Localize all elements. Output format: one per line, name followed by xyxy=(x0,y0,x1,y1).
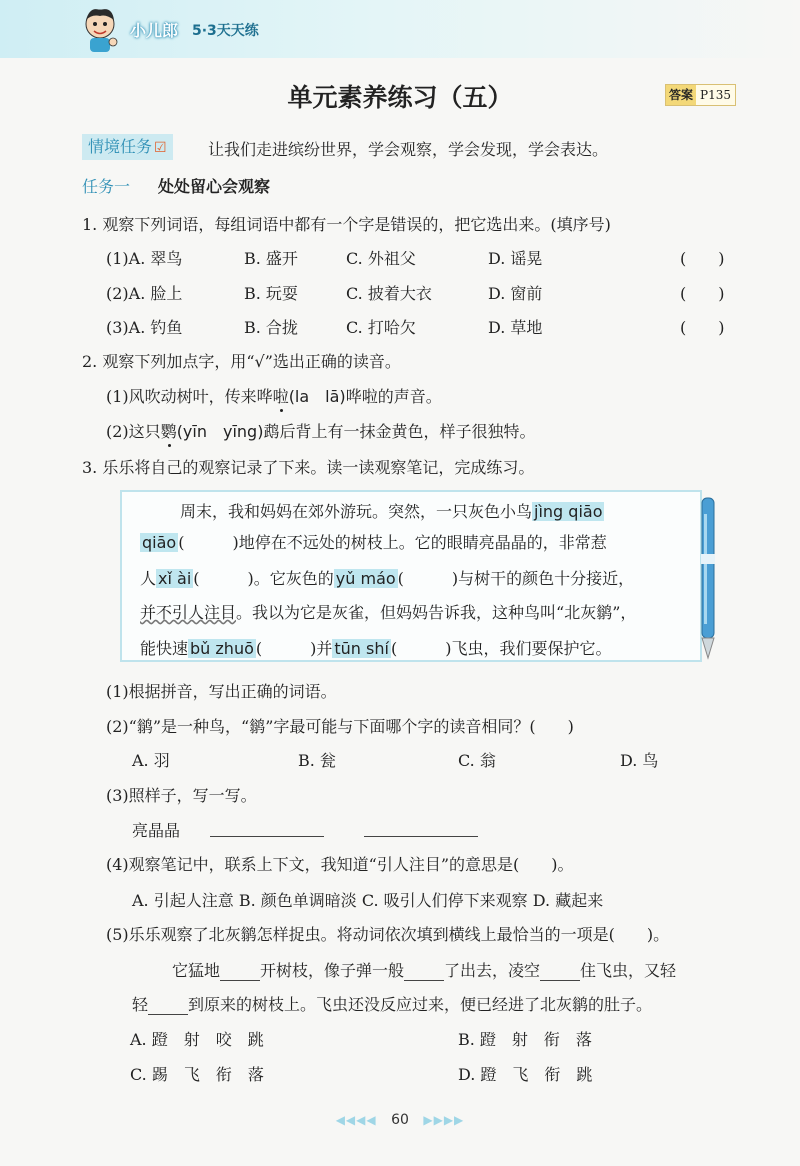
note-line-5 xyxy=(140,636,611,659)
q1-row2-b: B. 玩耍 xyxy=(244,284,298,303)
check-icon: ☑ xyxy=(154,140,167,156)
task-number: 任务一 xyxy=(82,177,131,196)
q1-row2-a: (2)A. 脸上 xyxy=(106,284,183,303)
q3-sub2: (2)“鹟”是一种鸟，“鹟”字最可能与下面哪个字的读音相同？( ) xyxy=(106,717,574,736)
left-arrows-icon: ◀◀◀◀ xyxy=(335,1113,377,1127)
q3-sub4-options: A. 引起人注意 B. 颜色单调暗淡 C. 吸引人们停下来观察 D. 藏起来 xyxy=(132,891,604,910)
q3-sub3: (3)照样子，写一写。 xyxy=(106,786,257,805)
q3-sub5-opt-d: D. 蹬 飞 衔 跳 xyxy=(458,1065,593,1084)
q2-sentence-2 xyxy=(106,419,535,442)
task-name: 处处留心会观察 xyxy=(158,177,271,196)
mascot-icon xyxy=(78,6,122,54)
pen-icon xyxy=(696,494,720,662)
note-line-4 xyxy=(140,600,636,623)
passage-text: 到原来的树枝上。飞虫还没反应过来，便已经进了北灰鹟的肚子。 xyxy=(188,995,653,1014)
dotted-char: 啦 xyxy=(272,387,289,406)
answer-blank[interactable]: ( ) xyxy=(193,569,254,588)
pinyin-prompt: jìng qiāo xyxy=(534,502,603,521)
q1-row1-c: C. 外祖父 xyxy=(346,249,416,268)
q3-sub5-opt-b: B. 蹬 射 衔 落 xyxy=(458,1030,592,1049)
scenario-tag-label: 情境任务 xyxy=(88,137,153,156)
q3-sub5-line2 xyxy=(132,992,652,1015)
passage-text: 了出去，凌空 xyxy=(444,961,541,980)
dotted-char: 鹦 xyxy=(160,422,177,441)
note-text: 地停在不远处的树枝上。它的眼睛亮晶晶的，非常惹 xyxy=(238,533,607,552)
note-text: 周末，我和妈妈在郊外游玩。突然，一只灰色小鸟 xyxy=(180,502,533,521)
answer-reference xyxy=(665,84,736,106)
q2-s1-pre: (1)风吹动树叶，传来哗 xyxy=(106,387,273,406)
answer-blank[interactable]: ( ) xyxy=(255,639,317,658)
note-text: 飞虫，我们要保护它。 xyxy=(451,639,612,658)
fill-blank[interactable] xyxy=(148,1000,188,1015)
note-line-2 xyxy=(140,530,607,553)
note-line-1 xyxy=(180,499,604,522)
q3-sub4: (4)观察笔记中，联系上下文，我知道“引人注目”的意思是( )。 xyxy=(106,855,574,874)
q1-row3-b: B. 合拢 xyxy=(244,318,298,337)
scenario-tag xyxy=(82,134,173,160)
q1-row1-a: (1)A. 翠鸟 xyxy=(106,249,183,268)
note-text: 。我以为它是灰雀，但妈妈告诉我，这种鸟叫“北灰鹟”， xyxy=(236,603,637,622)
passage-text: 它猛地 xyxy=(172,961,221,980)
q3-sub2-opt-d: D. 鸟 xyxy=(620,751,659,770)
note-text: 与树干的颜色十分接近， xyxy=(458,569,635,588)
q3-sub2-opt-c: C. 翁 xyxy=(458,751,496,770)
brand-name: 小儿郎 xyxy=(130,21,179,40)
page-number-row xyxy=(0,1112,800,1128)
q2-sentence-1 xyxy=(106,384,442,407)
pinyin-prompt: tūn shí xyxy=(334,639,389,658)
answer-blank[interactable]: ( ) xyxy=(680,249,725,268)
q3-sub5-line1 xyxy=(172,958,676,981)
pinyin-options[interactable]: (yīn yīng) xyxy=(176,422,264,441)
note-text: 能快速 xyxy=(140,639,189,658)
answer-label: 答案 xyxy=(666,85,696,105)
q2-stem: 2. 观察下列加点字，用“√”选出正确的读音。 xyxy=(82,352,401,371)
note-text: 并 xyxy=(316,639,333,658)
note-text: 人 xyxy=(140,569,157,588)
q3-sub1: (1)根据拼音，写出正确的词语。 xyxy=(106,682,337,701)
q1-row2-c: C. 披着大衣 xyxy=(346,284,432,303)
answer-page: P135 xyxy=(700,88,731,102)
passage-text: 轻 xyxy=(132,995,149,1014)
pinyin-prompt: bǔ zhuō xyxy=(190,639,254,658)
fill-blank[interactable] xyxy=(404,966,444,981)
answer-blank[interactable]: ( ) xyxy=(178,533,239,552)
q3-stem: 3. 乐乐将自己的观察记录了下来。读一读观察笔记，完成练习。 xyxy=(82,458,535,477)
series-name: 5·3天天练 xyxy=(192,23,259,39)
page-title: 单元素养练习（五） xyxy=(287,83,513,112)
q2-s1-post: 哗啦的声音。 xyxy=(345,387,442,406)
q1-row2-d: D. 窗前 xyxy=(488,284,543,303)
q2-s2-post: 鹉后背上有一抹金黄色，样子很独特。 xyxy=(263,422,536,441)
fill-blank[interactable] xyxy=(540,966,580,981)
pinyin-prompt: qiāo xyxy=(142,533,177,552)
q1-row3-d: D. 草地 xyxy=(488,318,543,337)
q3-sub5: (5)乐乐观察了北灰鹟怎样捉虫。将动词依次填到横线上最恰当的一项是( )。 xyxy=(106,925,670,944)
passage-text: 住飞虫，又轻 xyxy=(580,961,677,980)
answer-blank[interactable]: ( ) xyxy=(680,318,725,337)
passage-text: 开树枝，像子弹一般 xyxy=(260,961,405,980)
page-number: 60 xyxy=(391,1112,409,1128)
underlined-phrase: 并不引人注目 xyxy=(140,603,237,622)
write-line[interactable] xyxy=(364,822,478,837)
q3-sub2-opt-b: B. 瓮 xyxy=(298,751,336,770)
q1-row3-c: C. 打哈欠 xyxy=(346,318,416,337)
scenario-text: 让我们走进缤纷世界，学会观察，学会发现，学会表达。 xyxy=(208,140,609,159)
fill-blank[interactable] xyxy=(220,966,260,981)
pinyin-options[interactable]: (la lā) xyxy=(288,387,346,406)
q3-sub2-opt-a: A. 羽 xyxy=(132,751,170,770)
q3-sub3-example: 亮晶晶 xyxy=(132,821,181,840)
right-arrows-icon: ▶▶▶▶ xyxy=(423,1113,465,1127)
q1-stem: 1. 观察下列词语，每组词语中都有一个字是错误的，把它选出来。(填序号) xyxy=(82,215,611,234)
note-text: 。它灰色的 xyxy=(253,569,334,588)
q1-row3-a: (3)A. 钓鱼 xyxy=(106,318,183,337)
q2-s2-pre: (2)这只 xyxy=(106,422,161,441)
write-line[interactable] xyxy=(210,822,324,837)
q1-row1-b: B. 盛开 xyxy=(244,249,298,268)
pinyin-prompt: xǐ ài xyxy=(158,569,192,588)
answer-blank[interactable]: ( ) xyxy=(397,569,459,588)
answer-blank[interactable]: ( ) xyxy=(680,284,725,303)
pinyin-prompt: yǔ máo xyxy=(335,569,396,588)
note-line-3 xyxy=(140,566,634,589)
q1-row1-d: D. 谣晃 xyxy=(488,249,543,268)
answer-blank[interactable]: ( ) xyxy=(390,639,452,658)
q3-sub5-opt-a: A. 蹬 射 咬 跳 xyxy=(130,1030,264,1049)
q3-sub5-opt-c: C. 踢 飞 衔 落 xyxy=(130,1065,264,1084)
